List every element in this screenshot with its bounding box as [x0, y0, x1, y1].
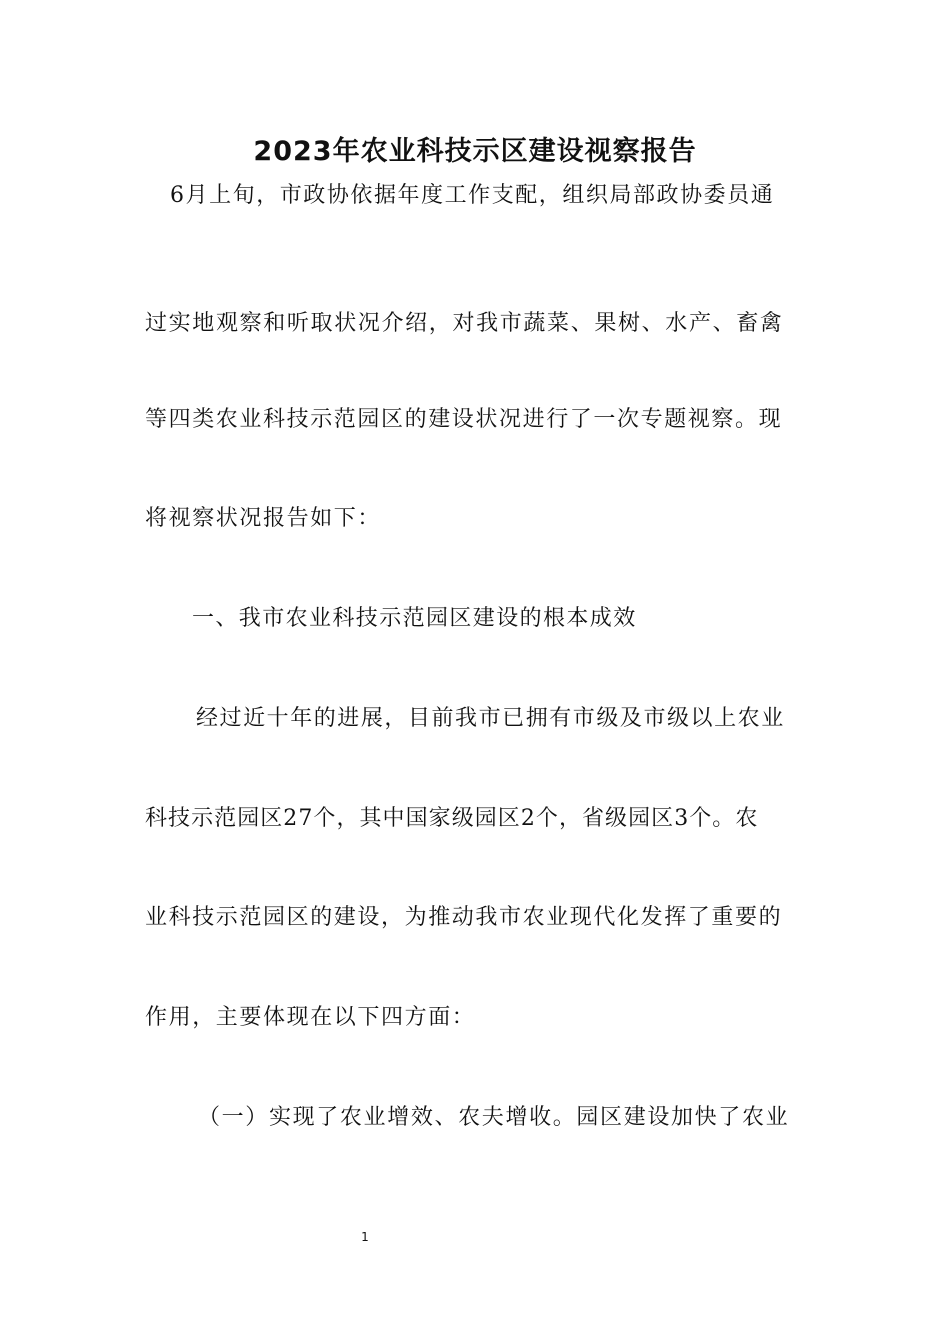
document-title: 2023年农业科技示区建设视察报告 [253, 136, 697, 167]
paragraph-line: 业科技示范园区的建设，为推动我市农业现代化发挥了重要的 [145, 905, 783, 930]
subsection-line: （一）实现了农业增效、农夫增收。园区建设加快了农业 [198, 1105, 790, 1130]
paragraph-line: 作用，主要体现在以下四方面： [145, 1005, 476, 1030]
page-number: 1 [361, 1230, 369, 1244]
paragraph-line: 经过近十年的进展，目前我市已拥有市级及市级以上农业 [196, 706, 785, 731]
paragraph-line: 科技示范园区27个，其中国家级园区2个，省级园区3个。农 [145, 806, 759, 831]
paragraph-line: 6月上旬，市政协依据年度工作支配，组织局部政协委员通 [170, 183, 775, 208]
paragraph-line: 将视察状况报告如下： [145, 506, 382, 531]
paragraph-line: 过实地观察和听取状况介绍，对我市蔬菜、果树、水产、畜禽 [145, 311, 784, 336]
section-heading: 一、我市农业科技示范园区建设的根本成效 [192, 606, 637, 631]
paragraph-line: 等四类农业科技示范园区的建设状况进行了一次专题视察。现 [145, 407, 783, 432]
